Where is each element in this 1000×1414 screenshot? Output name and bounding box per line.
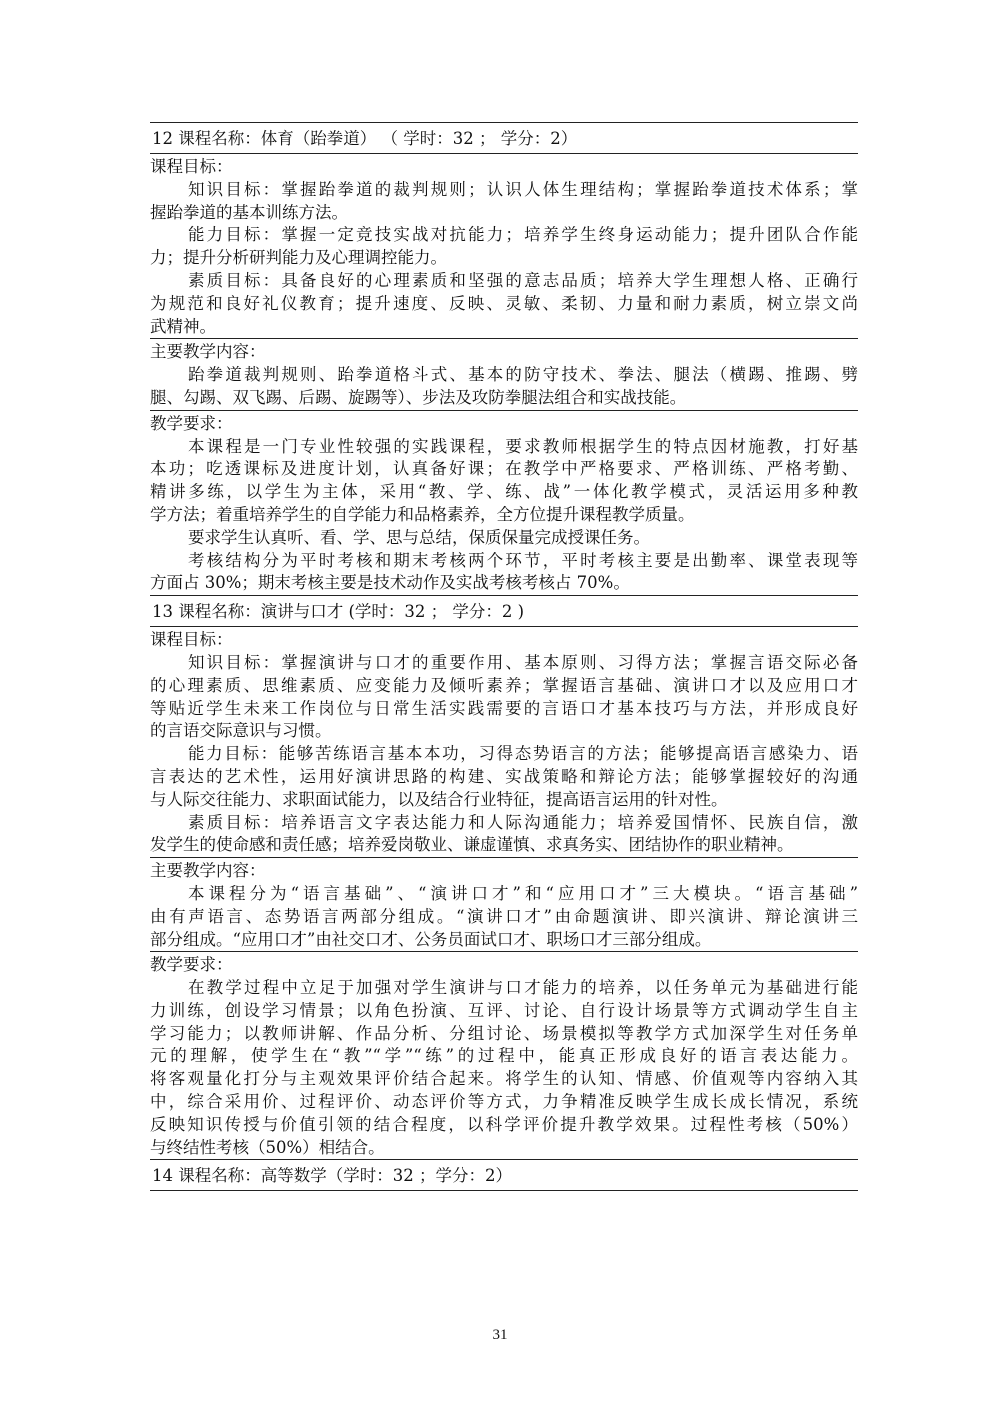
text-line: 言表达的艺术性，运用好演讲思路的构建、实战策略和辩论方法；能够掌握较好的沟通 — [150, 766, 858, 786]
paragraph — [150, 224, 858, 270]
paragraph — [150, 179, 858, 225]
text-line: 学方法；着重培养学生的自学能力和品格素养，全方位提升课程教学质量。 — [150, 504, 695, 524]
paragraph — [150, 977, 858, 1159]
text-line: 由有声语言、态势语言两部分组成。“演讲口才”由命题演讲、即兴演讲、辩论演讲三 — [150, 906, 858, 926]
text-line: 腿、勾踢、双飞踢、后踢、旋踢等）、步法及攻防拳腿法组合和实战技能。 — [150, 387, 687, 407]
text-line: 武精神。 — [150, 316, 216, 336]
text-line: 的心理素质、思维素质、应变能力及倾听素养；掌握语言基础、演讲口才以及应用口才 — [150, 675, 858, 695]
text-line: 本课程分为“语言基础”、“演讲口才”和“应用口才”三大模块。“语言基础” — [188, 883, 858, 903]
course-section — [150, 857, 858, 951]
course-title: 13 课程名称：演讲与口才 (学时：32 ； 学分：2 ) — [150, 595, 858, 626]
text-line: 跆拳道裁判规则、跆拳道格斗式、基本的防守技术、拳法、腿法（横踢、推踢、劈 — [188, 365, 858, 385]
text-line: 握跆拳道的基本训练方法。 — [150, 202, 348, 222]
course-section — [150, 338, 858, 409]
text-line: 发学生的使命感和责任感；培养爱岗敬业、谦虚谨慎、求真务实、团结协作的职业精神。 — [150, 835, 794, 855]
section-heading: 主要教学内容： — [150, 342, 266, 362]
document-body — [150, 122, 858, 1191]
text-line: 中，综合采用价、过程评价、动态评价等方式，力争精准反映学生成长成长情况，系统 — [150, 1092, 858, 1112]
page-number: 31 — [492, 1327, 508, 1343]
text-line: 本课程是一门专业性较强的实践课程，要求教师根据学生的特点因材施教，打好基 — [188, 436, 858, 456]
section-heading: 教学要求： — [150, 955, 233, 975]
text-line: 素质目标：培养语言文字表达能力和人际沟通能力；培养爱国情怀、民族自信，激 — [188, 812, 858, 832]
course-section — [150, 410, 858, 595]
text-line: 与终结性考核（50%）相结合。 — [150, 1137, 385, 1157]
paragraph — [150, 652, 858, 743]
section-heading: 主要教学内容： — [150, 861, 266, 881]
course-block — [150, 1159, 858, 1190]
text-line: 元的理解，使学生在“教”“学”“练”的过程中，能真正形成良好的语言表达能力。 — [150, 1046, 858, 1066]
paragraph — [150, 550, 858, 596]
table-bottom-rule — [150, 1190, 858, 1191]
text-line: 要求学生认真听、看、学、思与总结，保质保量完成授课任务。 — [188, 527, 650, 547]
text-line: 力训练，创设学习情景；以角色扮演、互评、讨论、自行设计场景等方式调动学生自主 — [150, 1000, 858, 1020]
text-line: 与人际交往能力、求职面试能力，以及结合行业特征，提高语言运用的针对性。 — [150, 789, 728, 809]
text-line: 反映知识传授与价值引领的结合程度，以科学评价提升教学效果。过程性考核（50%） — [150, 1114, 858, 1134]
course-title: 12 课程名称：体育（跆拳道） （ 学时：32 ； 学分：2） — [150, 122, 858, 153]
paragraph — [150, 436, 858, 527]
text-line: 本功；吃透课标及进度计划，认真备好课；在教学中严格要求、严格训练、严格考勤、 — [150, 459, 858, 479]
text-line: 将客观量化打分与主观效果评价结合起来。将学生的认知、情感、价值观等内容纳入其 — [150, 1069, 858, 1089]
course-block — [150, 122, 858, 595]
text-line: 能力目标：能够苦练语言基本本功，习得态势语言的方法；能够提高语言感染力、语 — [188, 744, 858, 764]
paragraph — [150, 364, 858, 410]
section-heading: 课程目标： — [150, 157, 233, 176]
text-line: 部分组成。“应用口才”由社交口才、公务员面试口才、职场口才三部分组成。 — [150, 929, 712, 949]
text-line: 精讲多练，以学生为主体，采用“教、学、练、战”一体化教学模式，灵活运用多种教 — [150, 482, 858, 502]
course-block — [150, 595, 858, 1159]
text-line: 素质目标：具备良好的心理素质和坚强的意志品质；培养大学生理想人格、正确行 — [188, 270, 858, 290]
paragraph — [150, 883, 858, 951]
paragraph — [150, 743, 858, 811]
text-line: 能力目标：掌握一定竞技实战对抗能力；培养学生终身运动能力；提升团队合作能 — [188, 225, 858, 245]
text-line: 等贴近学生未来工作岗位与日常生活实践需要的言语口才基本技巧与方法，并形成良好 — [150, 698, 858, 718]
paragraph — [150, 812, 858, 858]
course-section — [150, 626, 858, 857]
course-section — [150, 153, 858, 338]
section-heading: 教学要求： — [150, 413, 233, 433]
course-section — [150, 951, 858, 1159]
section-heading: 课程目标： — [150, 630, 233, 650]
paragraph — [150, 270, 858, 338]
text-line: 学习能力；以教师讲解、作品分析、分组讨论、场景模拟等教学方式加深学生对任务单 — [150, 1023, 858, 1043]
course-title: 14 课程名称：高等数学（学时：32 ；学分：2） — [150, 1159, 858, 1190]
paragraph — [150, 527, 858, 550]
text-line: 的言语交际意识与习惯。 — [150, 721, 332, 741]
text-line: 为规范和良好礼仪教育；提升速度、反映、灵敏、柔韧、力量和耐力素质，树立崇文尚 — [150, 293, 858, 313]
text-line: 在教学过程中立足于加强对学生演讲与口才能力的培养，以任务单元为基础进行能 — [188, 978, 858, 998]
text-line: 知识目标：掌握演讲与口才的重要作用、基本原则、习得方法；掌握言语交际必备 — [188, 652, 858, 672]
text-line: 考核结构分为平时考核和期末考核两个环节，平时考核主要是出勤率、课堂表现等 — [188, 550, 858, 570]
text-line: 方面占 30%；期末考核主要是技术动作及实战考核考核占 70%。 — [150, 573, 630, 593]
text-line: 知识目标：掌握跆拳道的裁判规则；认识人体生理结构；掌握跆拳道技术体系；掌 — [188, 179, 858, 199]
text-line: 力；提升分析研判能力及心理调控能力。 — [150, 248, 447, 268]
